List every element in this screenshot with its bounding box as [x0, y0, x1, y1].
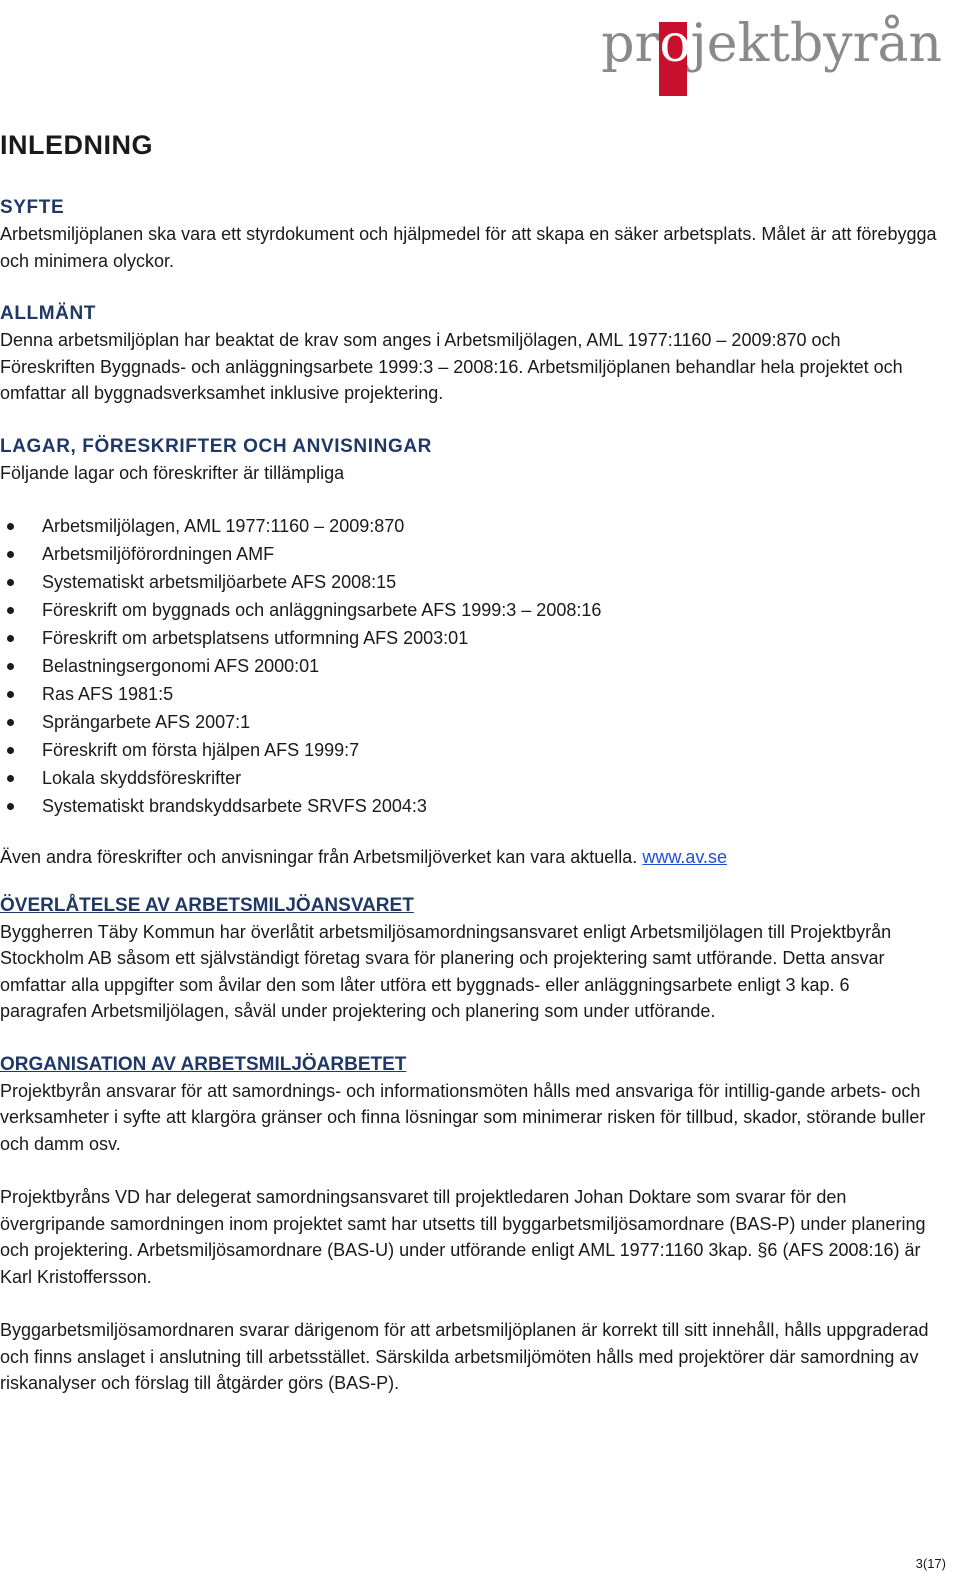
list-item: Arbetsmiljölagen, AML 1977:1160 – 2009:870 [0, 512, 940, 540]
section-lagar [0, 434, 940, 871]
regulations-list [0, 512, 940, 820]
logo-suffix: jektbyrån [690, 14, 942, 74]
section-text-overlatelse: Byggherren Täby Kommun har överlåtit arbetsmiljösamordningsansvaret enligt Arbetsmiljölagen till Projektbyrån Stockholm AB såsom ett självständigt företag svara för planering och projektering samt utförande. Detta ansvar omfattar alla uppgifter som åvilar den som låter utföra ett byggnads- eller anläggningsarbete enligt 3 kap. 6 paragrafen Arbetsmiljölagen, såväl under projektering och planering som under utförande. [0, 921, 892, 1021]
page-heading: INLEDNING [0, 130, 153, 160]
list-item: Sprängarbete AFS 2007:1 [0, 708, 940, 736]
list-item: Föreskrift om första hjälpen AFS 1999:7 [0, 736, 940, 764]
document-body [0, 130, 940, 1397]
lagar-footer-text: Även andra föreskrifter och anvisningar från Arbetsmiljöverket kan vara aktuella. [0, 847, 643, 867]
list-item: Systematiskt brandskyddsarbete SRVFS 2004:3 [0, 792, 940, 820]
logo-prefix: pr [601, 14, 660, 74]
section-title-overlatelse: ÖVERLÅTELSE AV ARBETSMILJÖANSVARET [0, 894, 414, 916]
page-number: 3(17) [915, 1556, 946, 1571]
section-text-syfte: Arbetsmiljöplanen ska vara ett styrdokument och hjälpmedel för att skapa en säker arbetsplats. Målet är att förebygga och minimera olyckor. [0, 224, 937, 271]
section-intro-lagar: Följande lagar och föreskrifter är tillämpliga [0, 462, 345, 483]
list-item: Arbetsmiljöförordningen AMF [0, 540, 940, 568]
organisation-paragraph-1: Projektbyrån ansvarar för att samordnings- och informationsmöten hålls med ansvariga för intillig-gande arbets- och verksamheter i syfte att klargöra gränser och finna lösningar som minimerar risken för tillbud, skador, störande buller och damm osv. [0, 1080, 926, 1154]
logo-mark-letter: o [659, 14, 691, 74]
lagar-footer [0, 844, 940, 871]
list-item: Föreskrift om arbetsplatsens utformning AFS 2003:01 [0, 624, 940, 652]
list-item: Ras AFS 1981:5 [0, 680, 940, 708]
section-title-syfte: SYFTE [0, 197, 65, 218]
section-title-organisation: ORGANISATION AV ARBETSMILJÖARBETET [0, 1053, 407, 1075]
section-title-allmant: ALLMÄNT [0, 303, 97, 324]
section-allmant [0, 301, 940, 407]
list-item: Belastningsergonomi AFS 2000:01 [0, 652, 940, 680]
logo-red-mark [659, 14, 691, 74]
organisation-paragraph-3: Byggarbetsmiljösamordnaren svarar därigenom för att arbetsmiljöplanen är korrekt till sitt innehåll, hålls uppgraderad och finns anslaget i anslutning till arbetsstället. Särskilda arbetsmiljömöten hålls med projektörer där samordning av riskanalyser och förslag till åtgärder görs (BAS-P). [0, 1320, 929, 1393]
list-item: Lokala skyddsföreskrifter [0, 764, 940, 792]
section-text-allmant: Denna arbetsmiljöplan har beaktat de krav som anges i Arbetsmiljölagen, AML 1977:1160 – 2009:870 och Föreskriften Byggnads- och anläggningsarbete 1999:3 – 2008:16. Arbetsmiljöplanen behandlar hela projektet och omfattar all byggnadsverksamhet inklusive projektering. [0, 330, 903, 403]
list-item: Föreskrift om byggnads och anläggningsarbete AFS 1999:3 – 2008:16 [0, 596, 940, 624]
section-syfte [0, 195, 940, 274]
projektbyran-logo [601, 4, 942, 84]
section-overlatelse [0, 893, 940, 1025]
av-se-link[interactable]: www.av.se [642, 847, 728, 867]
organisation-paragraph-2: Projektbyråns VD har delegerat samordningsansvaret till projektledaren Johan Doktare som svarar för den övergripande samordningen inom projektet samt har utsetts till byggarbetsmiljösamordnare (BAS-P) under planering och projektering. Arbetsmiljösamordnare (BAS-U) under utförande enligt AML 1977:1160 3kap. §6 (AFS 2008:16) är Karl Kristoffersson. [0, 1187, 926, 1287]
logo-wordmark [601, 14, 942, 74]
list-item: Systematiskt arbetsmiljöarbete AFS 2008:15 [0, 568, 940, 596]
section-organisation [0, 1052, 940, 1397]
section-title-lagar: LAGAR, FÖRESKRIFTER OCH ANVISNINGAR [0, 435, 432, 457]
